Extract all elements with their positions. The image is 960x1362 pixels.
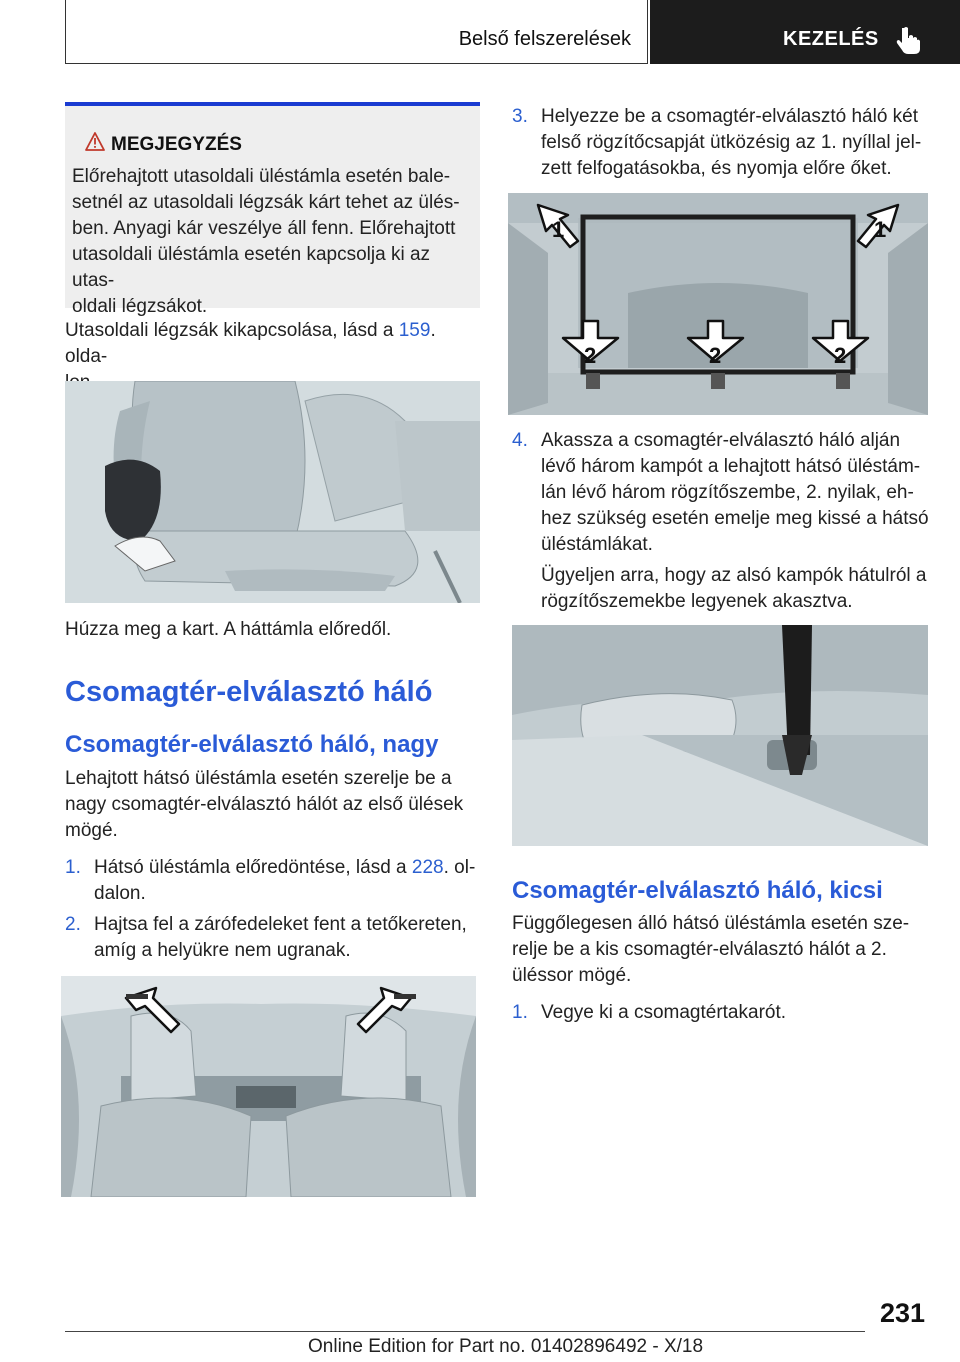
figure1-caption: Húzza meg a kart. A háttámla előredől.: [65, 619, 392, 640]
page-number: 231: [880, 1298, 926, 1328]
footer-divider: [65, 1331, 865, 1332]
figure2-label-1a: 1: [552, 217, 565, 242]
airbag-reference: Utasoldali légzsák kikapcsolása, lásd a 159. olda‐: [65, 320, 436, 367]
step-1: 1. Hátsó üléstámla előredöntése, lásd a 228. ol‐ dalon.: [65, 857, 476, 904]
warning-icon: [85, 132, 105, 151]
footer-edition: Online Edition for Part no. 01402896492 - X/18: [308, 1336, 704, 1357]
page-link-159[interactable]: 159: [398, 320, 431, 341]
subsection-heading-small: Csomagtér-elválasztó háló, kicsi: [512, 877, 883, 904]
figure2-label-1b: 1: [874, 217, 887, 242]
subsection-heading-large: Csomagtér-elválasztó háló, nagy: [65, 731, 439, 758]
note-title: MEGJEGYZÉS: [111, 134, 242, 155]
hand-pointer-icon: [896, 26, 922, 54]
step-4: 4. Akassza a csomagtér-elválasztó háló alján lévő három kampót a lehajtott hátsó üléstám‐ lán lévő három rögzítőszembe, 2. nyilak, eh‐ hez szükség esetén emelje meg kissé a hátsó üléstámlákat.: [512, 430, 929, 555]
hook-detail-figure: [512, 625, 928, 846]
note-text: Előrehajtott utasoldali üléstámla esetén bale‐ setnél az utasoldali légzsák kárt tehet az ülés‐ ben. Anyagi kár veszélye áll fenn. Előrehajtott utasoldali üléstámla esetén kapcsolja ki az utas‐ oldali légzsákot.: [72, 166, 460, 317]
net-installation-figure: [508, 193, 928, 415]
note-box: [65, 102, 480, 317]
section-title: Belső felszerelések: [458, 28, 631, 50]
chapter-title: KEZELÉS: [783, 28, 879, 50]
figure2-label-2a: 2: [584, 343, 597, 368]
large-net-intro: Lehajtott hátsó üléstámla esetén szerelje be a nagy csomagtér-elválasztó hálót az első ülések mögé.: [65, 768, 464, 841]
figure2-label-2b: 2: [709, 343, 722, 368]
small-step-1: 1. Vegye ki a csomagtértakarót.: [512, 1002, 787, 1023]
chapter-tab: [650, 0, 960, 64]
roof-flaps-figure: [61, 976, 476, 1197]
section-heading: Csomagtér-elválasztó háló: [65, 676, 433, 708]
small-net-intro: Függőlegesen álló hátsó üléstámla esetén sze‐ relje be a kis csomagtér-elválasztó hálót a 2. üléssor mögé.: [512, 913, 910, 986]
hook-hint: Ügyeljen arra, hogy az alsó kampók hátulról a rögzítőszemekbe legyenek akasztva.: [541, 565, 927, 612]
step-2: 2. Hajtsa fel a zárófedeleket fent a tetőkereten, amíg a helyükre nem ugranak.: [65, 914, 467, 961]
figure2-label-2c: 2: [834, 343, 847, 368]
seat-lever-figure: [65, 381, 480, 603]
header-section-box: [65, 0, 648, 64]
page-link-228[interactable]: 228: [411, 857, 444, 878]
step-3: 3. Helyezze be a csomagtér-elválasztó háló két felső rögzítőcsapját ütközésig az 1. nyíllal jel‐ zett felfogatásokba, és nyomja előre őket.: [512, 106, 922, 179]
